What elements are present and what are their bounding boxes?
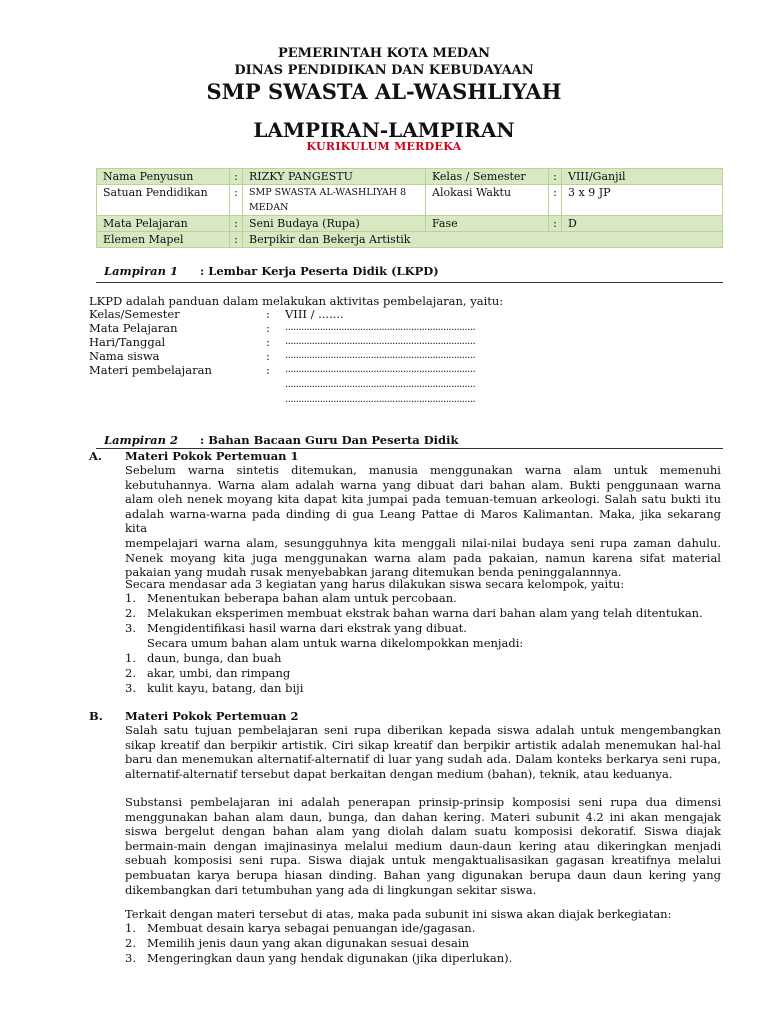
paragraph-line: Salah satu tujuan pembelajaran seni rupa diberikan kepada siswa adalah untuk mengembangkan <box>125 723 721 737</box>
lkpd-field-value: ....................................................................... <box>285 379 476 390</box>
lkpd-intro: LKPD adalah panduan dalam melakukan aktivitas pembelajaran, yaitu: <box>89 294 504 308</box>
lkpd-field-separator: : <box>266 307 270 321</box>
paragraph-line: pakaian yang mudah rusak menyebabkan jarang ditemukan benda peninggalannnya. <box>125 565 622 580</box>
separator: : <box>549 185 562 216</box>
lkpd-field-value: ....................................................................... <box>285 322 476 333</box>
separator: : <box>230 169 243 185</box>
lkpd-field-label: Materi pembelajaran <box>89 363 212 377</box>
lkpd-field-value: ....................................................................... <box>285 336 476 347</box>
lampiran-1-heading <box>104 264 439 278</box>
label-fase: Fase <box>426 216 549 232</box>
list-number: 2. <box>125 936 136 950</box>
lkpd-field-value: ....................................................................... <box>285 394 476 405</box>
paragraph-line: bermain-main dengan imajinasinya melalui medium daun-daun kering atau dikeringkan menjadi <box>125 838 721 853</box>
section-a-paragraph-3: Secara umum bahan alam untuk warna dikelompokkan menjadi: <box>147 636 524 650</box>
lkpd-field-label: Hari/Tanggal <box>89 335 166 349</box>
value-elemen-mapel: Berpikir dan Bekerja Artistik <box>243 232 723 248</box>
lkpd-field-value: ....................................................................... <box>285 364 476 375</box>
lampiran-2-title: : Bahan Bacaan Guru Dan Peserta Didik <box>200 433 459 447</box>
list-number: 3. <box>125 621 136 635</box>
paragraph-line: dikembangkan dari tetumbuhan yang ada di lingkungan sekitar siswa. <box>125 882 537 897</box>
list-number: 2. <box>125 666 136 680</box>
paragraph-line: sikap kreatif dan berpikir artistik. Ciri sikap kreatif dan berpikir artistik adalah menemukan hal-hal <box>125 737 721 752</box>
value-line: MEDAN <box>249 202 289 213</box>
separator: : <box>230 216 243 232</box>
paragraph-line: alam oleh nenek moyang kita dapat kita jumpai pada temuan-temuan arkeologi. Salah satu bukti itu <box>125 492 721 507</box>
value-fase: D <box>562 216 723 232</box>
value-nama-penyusun: RIZKY PANGESTU <box>243 169 426 185</box>
paragraph-line: pembuatan karya berupa hiasan dinding. Bahan yang digunakan berupa daun daun kering yang <box>125 867 721 882</box>
label-elemen-mapel: Elemen Mapel <box>97 232 230 248</box>
separator: : <box>549 216 562 232</box>
header-department: DINAS PENDIDIKAN DAN KEBUDAYAAN <box>234 63 534 78</box>
section-b-paragraph-3: Terkait dengan materi tersebut di atas, maka pada subunit ini siswa akan diajak berkegiatan: <box>125 907 672 921</box>
label-alokasi-waktu: Alokasi Waktu <box>426 185 549 216</box>
paragraph-line: Sebelum warna sintetis ditemukan, manusia menggunakan warna alam untuk memenuhi <box>125 463 721 477</box>
lkpd-field-separator: : <box>266 321 270 335</box>
list-number: 2. <box>125 606 136 620</box>
section-a-paragraph-2: Secara mendasar ada 3 kegiatan yang harus dilakukan siswa secara kelompok, yaitu: <box>125 577 625 591</box>
value-mata-pelajaran: Seni Budaya (Rupa) <box>243 216 426 232</box>
section-a-letter: A. <box>89 449 102 463</box>
list-item: Mengeringkan daun yang hendak digunakan (jika diperlukan). <box>147 951 513 965</box>
separator: : <box>230 232 243 248</box>
list-number: 1. <box>125 651 136 665</box>
lkpd-field-label: Mata Pelajaran <box>89 321 178 335</box>
list-item: Mengidentifikasi hasil warna dari ekstrak yang dibuat. <box>147 621 467 635</box>
page-subtitle: KURIKULUM MERDEKA <box>306 140 462 153</box>
value-kelas-semester: VIII/Ganjil <box>562 169 723 185</box>
paragraph-line: sebuah komposisi seni rupa. Siswa diajak untuk mengaktualisasikan gagasan kreatifnya melalui <box>125 853 721 868</box>
list-item: Memilih jenis daun yang akan digunakan sesuai desain <box>147 936 469 950</box>
lkpd-field-separator: : <box>266 335 270 349</box>
paragraph-line: baru dan menemukan alternatif-alternatif di luar yang sudah ada. Dalam konteks berkarya seni rupa, <box>125 752 721 767</box>
value-satuan-pendidikan <box>243 185 426 216</box>
list-item: Melakukan eksperimen membuat ekstrak bahan warna dari bahan alam yang telah ditentukan. <box>147 606 703 620</box>
list-item: Membuat desain karya sebagai penuangan ide/gagasan. <box>147 921 476 935</box>
section-b-paragraph-2 <box>125 795 721 897</box>
paragraph-line: menggunakan bahan alam daun, bunga, dan dahan kering. Materi subunit 4.2 ini akan mengajak <box>125 809 721 824</box>
page-title: LAMPIRAN-LAMPIRAN <box>253 118 515 142</box>
paragraph-line: mempelajari warna alam, sesungguhnya kita menggali nilai-nilai budaya seni rupa zaman dahulu. <box>125 535 721 550</box>
lampiran-2-heading <box>104 433 458 447</box>
lkpd-field-separator: : <box>266 363 270 377</box>
paragraph-line: siswa bergelut dengan bahan alam yang diolah dalam suatu komposisi dekoratif. Siswa diajak <box>125 824 721 839</box>
paragraph-line: kebutuhannya. Warna alam adalah warna yang dibuat dari bahan alam. Bukti penggunaan warna <box>125 477 721 492</box>
section-a-paragraph-1 <box>125 463 721 580</box>
divider <box>96 282 723 283</box>
lkpd-field-label: Kelas/Semester <box>89 307 180 321</box>
label-satuan-pendidikan: Satuan Pendidikan <box>97 185 230 216</box>
value-line: SMP SWASTA AL-WASHLIYAH 8 <box>249 187 407 198</box>
table-row <box>97 185 723 216</box>
table-row <box>97 216 723 232</box>
label-mata-pelajaran: Mata Pelajaran <box>97 216 230 232</box>
label-kelas-semester: Kelas / Semester <box>426 169 549 185</box>
section-b-title: Materi Pokok Pertemuan 2 <box>125 709 299 723</box>
lkpd-field-value: VIII / ....... <box>285 307 344 321</box>
section-b-paragraph-1 <box>125 723 721 781</box>
lampiran-2-label: Lampiran 2 <box>104 433 178 447</box>
paragraph-line: Nenek moyang kita juga menggunakan warna alam pada pakaian, namun karena sifat material <box>125 550 721 565</box>
paragraph-line: adalah warna-warna pada dinding di gua Leang Pattae di Maros Kalimantan. Maka, jika sekarang kita <box>125 506 721 536</box>
lkpd-field-separator: : <box>266 349 270 363</box>
list-item: daun, bunga, dan buah <box>147 651 282 665</box>
table-row <box>97 232 723 248</box>
label-nama-penyusun: Nama Penyusun <box>97 169 230 185</box>
table-row <box>97 169 723 185</box>
list-item: akar, umbi, dan rimpang <box>147 666 291 680</box>
list-item: kulit kayu, batang, dan biji <box>147 681 304 695</box>
identity-table <box>96 168 723 248</box>
value-alokasi-waktu: 3 x 9 JP <box>562 185 723 216</box>
list-number: 1. <box>125 921 136 935</box>
separator: : <box>549 169 562 185</box>
section-a-title: Materi Pokok Pertemuan 1 <box>125 449 299 463</box>
lampiran-1-label: Lampiran 1 <box>104 264 178 278</box>
paragraph-line: alternatif-alternatif tersebut dapat berkaitan dengan medium (bahan), teknik, atau keduanya. <box>125 766 673 781</box>
lampiran-1-title: : Lembar Kerja Peserta Didik (LKPD) <box>200 264 439 278</box>
header-school-name: SMP SWASTA AL-WASHLIYAH <box>206 79 562 104</box>
header-government: PEMERINTAH KOTA MEDAN <box>278 46 490 61</box>
list-item: Menentukan beberapa bahan alam untuk percobaan. <box>147 591 457 605</box>
separator: : <box>230 185 243 216</box>
list-number: 3. <box>125 681 136 695</box>
lkpd-field-value: ....................................................................... <box>285 350 476 361</box>
list-number: 1. <box>125 591 136 605</box>
paragraph-line: Substansi pembelajaran ini adalah penerapan prinsip-prinsip komposisi seni rupa dua dimensi <box>125 795 721 809</box>
lkpd-field-label: Nama siswa <box>89 349 160 363</box>
section-b-letter: B. <box>89 709 103 723</box>
list-number: 3. <box>125 951 136 965</box>
